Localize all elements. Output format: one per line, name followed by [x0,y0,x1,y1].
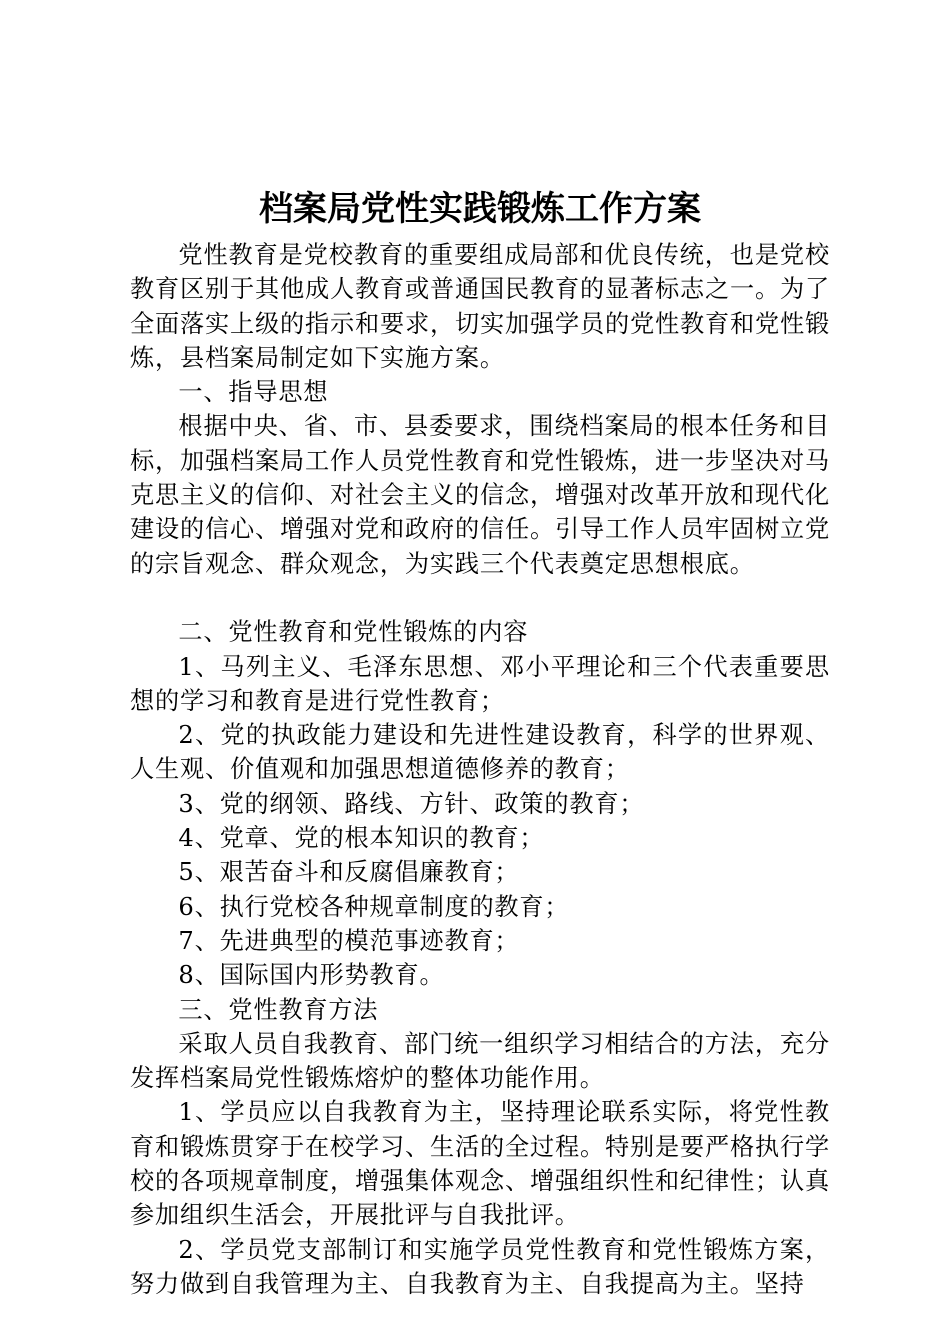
content-item-4: 4、党章、党的根本知识的教育； [178,824,545,853]
method-item-2: 2、学员党支部制订和实施学员党性教育和党性锻炼方案，努力做到自我管理为主、自我教育为主、自我提高为主。坚持 [130,1235,830,1298]
section-heading-guiding-thought: 一、指导思想 [178,378,329,407]
method-item-1: 1、学员应以自我教育为主，坚持理论联系实际，将党性教育和锻炼贯穿于在校学习、生活的全过程。特别是要严格执行学校的各项规章制度，增强集体观念、增强组织性和纪律性；认真参加组织生活会，开展批评与自我批评。 [130,1098,830,1230]
document-page [130,182,830,1301]
section-heading-content: 二、党性教育和党性锻炼的内容 [178,618,529,647]
content-item-2: 2、党的执政能力建设和先进性建设教育，科学的世界观、人生观、价值观和加强思想道德修养的教育； [130,721,830,784]
content-item-7: 7、先进典型的模范事迹教育； [178,926,520,955]
content-item-1: 1、马列主义、毛泽东思想、邓小平理论和三个代表重要思想的学习和教育是进行党性教育； [130,652,830,715]
intro-paragraph: 党性教育是党校教育的重要组成局部和优良传统，也是党校教育区别于其他成人教育或普通国民教育的显著标志之一。为了全面落实上级的指示和要求，切实加强学员的党性教育和党性锻炼，县档案局制定如下实施方案。 [130,241,830,372]
blank-line [130,581,830,615]
section-heading-methods: 三、党性教育方法 [178,995,379,1024]
content-item-3: 3、党的纲领、路线、方针、政策的教育； [178,789,645,818]
content-item-5: 5、艰苦奋斗和反腐倡廉教育； [178,858,520,887]
content-item-8: 8、国际国内形势教育。 [178,961,445,990]
content-item-6: 6、执行党校各种规章制度的教育； [178,892,570,921]
guiding-thought-paragraph: 根据中央、省、市、县委要求，围绕档案局的根本任务和目标，加强档案局工作人员党性教育和党性锻炼，进一步坚决对马克思主义的信仰、对社会主义的信念，增强对改革开放和现代化建设的信心、增强对党和政府的信任。引导工作人员牢固树立党的宗旨观念、群众观念，为实践三个代表奠定思想根底。 [130,412,830,578]
document-title: 档案局党性实践锻炼工作方案 [259,189,701,229]
methods-paragraph: 采取人员自我教育、部门统一组织学习相结合的方法，充分发挥档案局党性锻炼熔炉的整体功能作用。 [130,1029,830,1093]
